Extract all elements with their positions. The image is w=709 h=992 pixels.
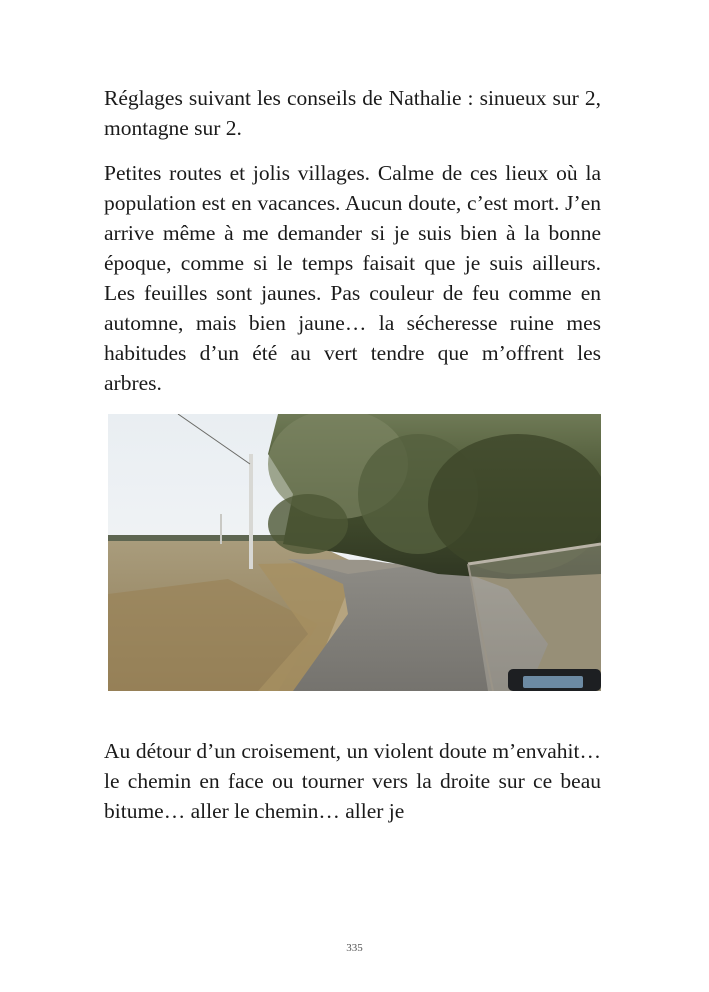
paragraph-villages: Petites routes et jolis villages. Calme de ces lieux où la population est en vacances. Aucun doute, c’est mort. J’en arrive même à me demander si je suis bien à la bonne époque, comme si le temps faisait que je suis ailleurs. Les feuilles sont jaunes. Pas couleur de feu comme en automne, mais bien jaune… la sécheresse ruine mes habitudes d’un été au vert tendre que m’offrent les arbres.	[104, 161, 601, 395]
road-photo-illustration	[108, 414, 601, 691]
page-number: 335	[346, 942, 363, 954]
road-photo	[108, 414, 601, 691]
paragraph-crossroads: Au détour d’un croisement, un violent doute m’envahit… le chemin en face ou tourner vers la droite sur ce beau bitume… aller le chemin… aller je	[104, 739, 601, 823]
paragraph-settings: Réglages suivant les conseils de Nathalie : sinueux sur 2, montagne sur 2.	[104, 86, 601, 140]
